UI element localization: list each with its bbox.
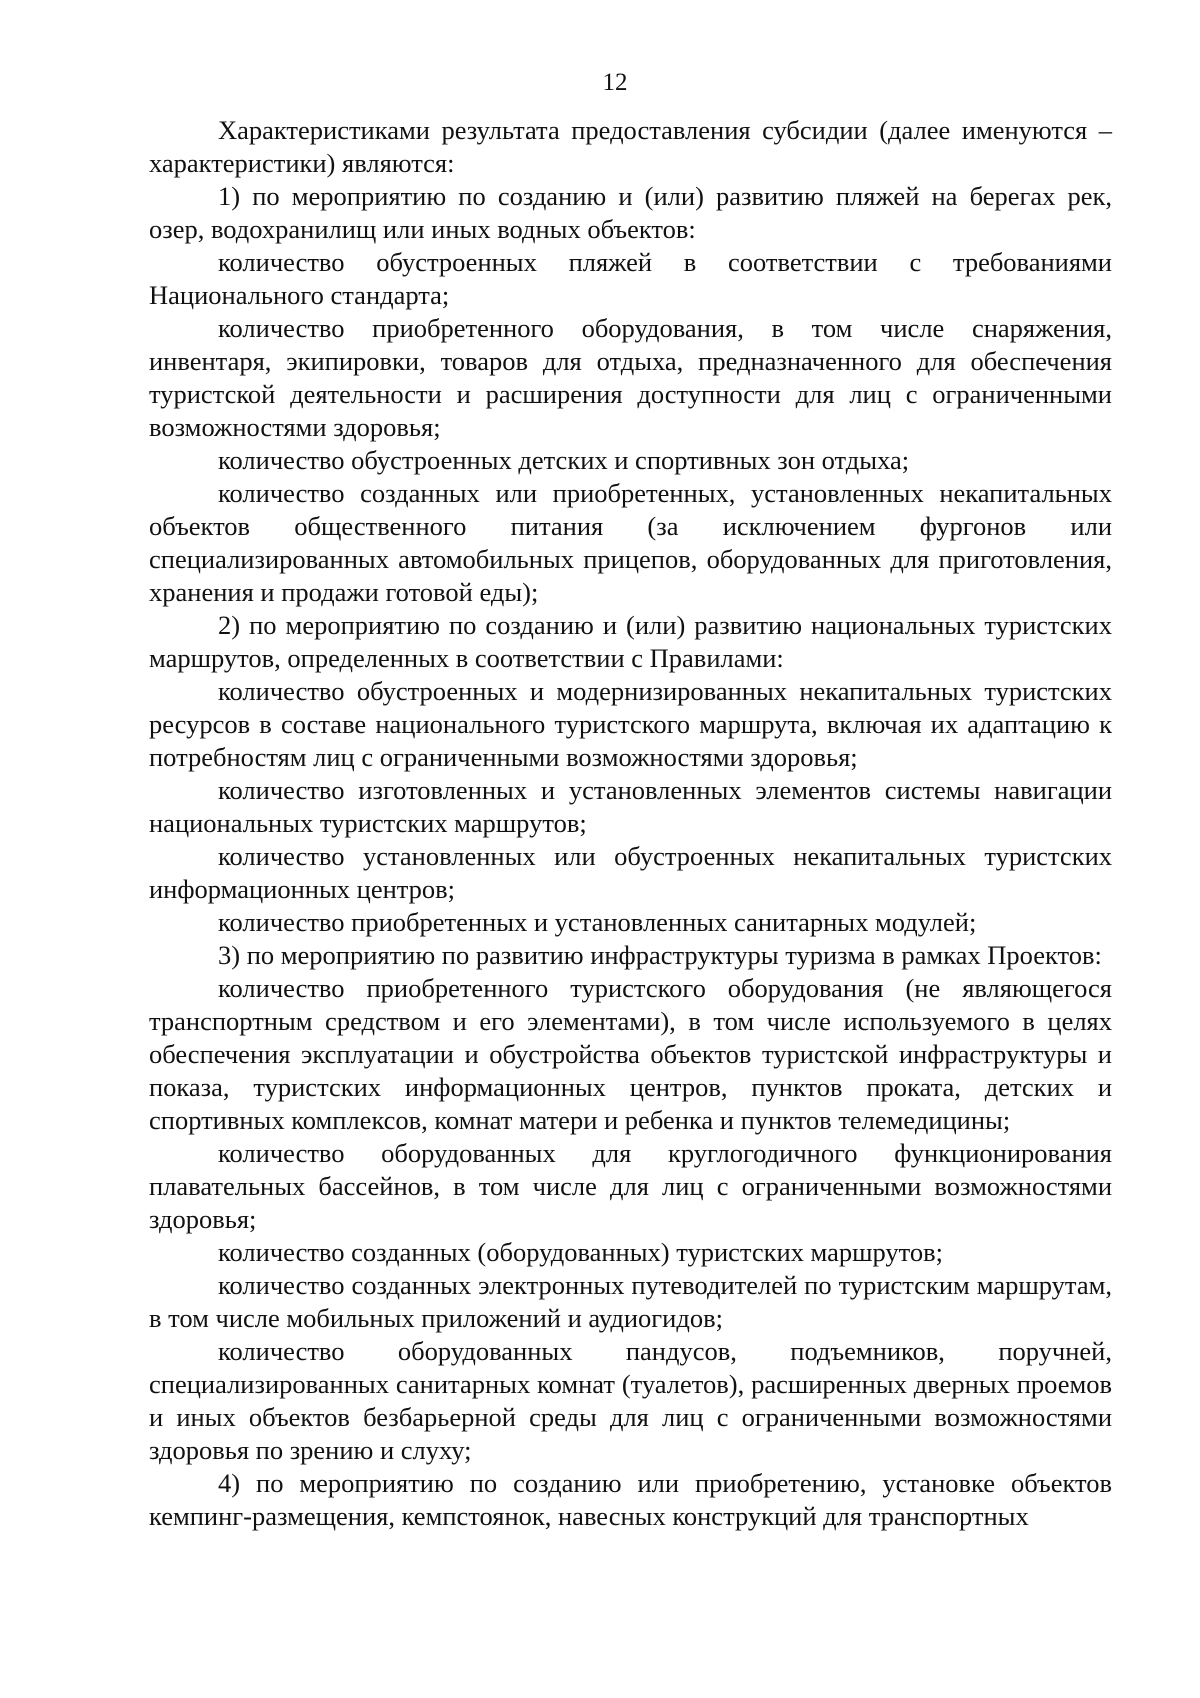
paragraph: количество приобретенных и установленных санитарных модулей; bbox=[218, 907, 977, 937]
paragraph-item-2: 2) по мероприятию по созданию и (или) развитию национальных туристских маршрутов, определенных в соответствии с Правилами: bbox=[149, 610, 1112, 673]
paragraph-item-3: 3) по мероприятию по развитию инфраструктуры туризма в рамках Проектов: bbox=[218, 940, 1102, 970]
paragraph-item-4: 4) по мероприятию по созданию или приобретению, установке объектов кемпинг-размещения, кемпстоянок, навесных конструкций для транспортных bbox=[149, 1468, 1112, 1531]
paragraph: количество приобретенного туристского оборудования (не являющегося транспортным средством и его элементами), в том числе используемого в целях обеспечения эксплуатации и обустройства объектов туристской инфраструктуры и показа, туристских информационных центров, пунктов проката, детских и спортивных комплексов, комнат матери и ребенка и пунктов телемедицины; bbox=[149, 973, 1112, 1135]
paragraph: количество созданных или приобретенных, установленных некапитальных объектов общественного питания (за исключением фургонов или специализированных автомобильных прицепов, оборудованных для приготовления, хранения и продажи готовой еды); bbox=[149, 478, 1112, 607]
page-number: 12 bbox=[602, 69, 628, 96]
paragraph-item-1: 1) по мероприятию по созданию и (или) развитию пляжей на берегах рек, озер, водохранилищ или иных водных объектов: bbox=[149, 181, 1112, 244]
paragraph: количество установленных или обустроенных некапитальных туристских информационных центров; bbox=[149, 841, 1112, 904]
paragraph: количество обустроенных и модернизированных некапитальных туристских ресурсов в составе национального туристского маршрута, включая их адаптацию к потребностям лиц с ограниченными возможностями здоровья; bbox=[149, 676, 1112, 772]
paragraph: количество оборудованных пандусов, подъемников, поручней, специализированных санитарных комнат (туалетов), расширенных дверных проемов и иных объектов безбарьерной среды для лиц с ограниченными возможностями здоровья по зрению и слуху; bbox=[149, 1336, 1112, 1465]
paragraph-intro: Характеристиками результата предоставления субсидии (далее именуются – характеристики) являются: bbox=[149, 115, 1112, 178]
paragraph: количество оборудованных для круглогодичного функционирования плавательных бассейнов, в том числе для лиц с ограниченными возможностями здоровья; bbox=[149, 1138, 1112, 1234]
document-body bbox=[149, 114, 1112, 1533]
paragraph: количество созданных (оборудованных) туристских маршрутов; bbox=[218, 1237, 944, 1267]
paragraph: количество обустроенных пляжей в соответствии с требованиями Национального стандарта; bbox=[149, 247, 1112, 310]
paragraph: количество приобретенного оборудования, в том числе снаряжения, инвентаря, экипировки, товаров для отдыха, предназначенного для обеспечения туристской деятельности и расширения доступности для лиц с ограниченными возможностями здоровья; bbox=[149, 313, 1112, 442]
paragraph: количество созданных электронных путеводителей по туристским маршрутам, в том числе мобильных приложений и аудиогидов; bbox=[149, 1270, 1112, 1333]
paragraph: количество обустроенных детских и спортивных зон отдыха; bbox=[218, 445, 910, 475]
paragraph: количество изготовленных и установленных элементов системы навигации национальных туристских маршрутов; bbox=[149, 775, 1112, 838]
